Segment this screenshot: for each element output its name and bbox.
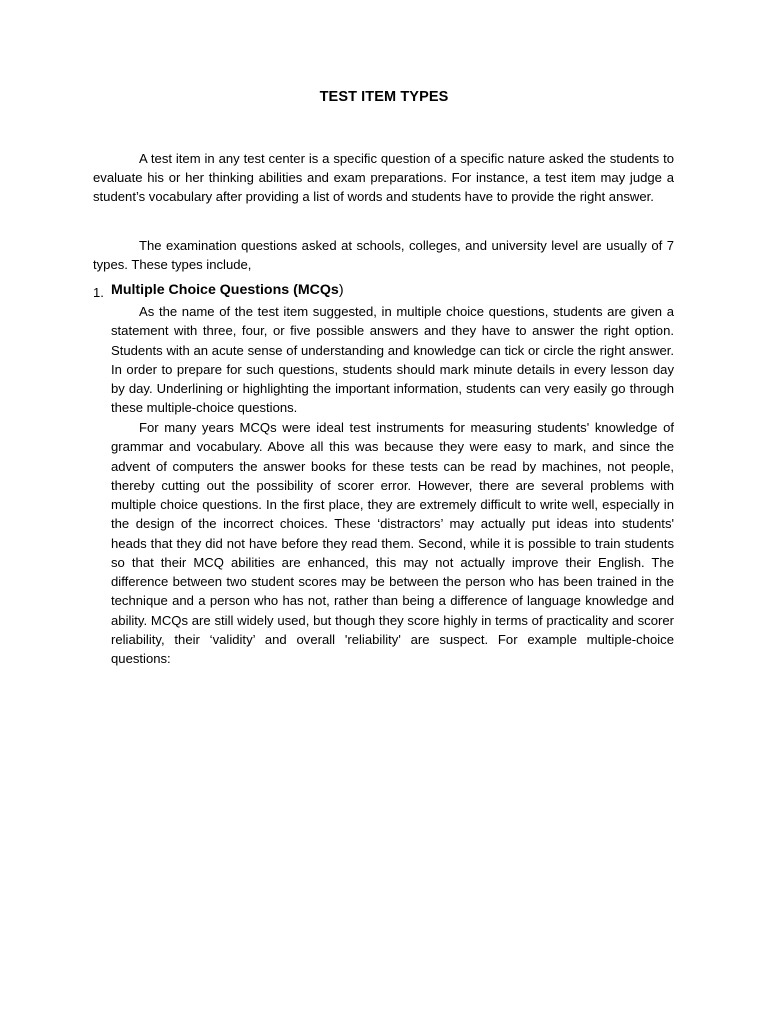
mcq-description-paragraph: As the name of the test item suggested, in multiple choice questions, students are given a statement with three, four, or five possible answers and they have to answer the right option. Students with an acute sense of understanding and knowledge can tick or circle the right answer. In order to prepare for such questions, students should mark minute details in every lesson day by day. Underlining or highlighting the important information, students can very easily go through these multiple-choice questions.: [111, 304, 674, 416]
document-title: TEST ITEM TYPES: [319, 89, 449, 105]
list-item-heading-suffix: ): [338, 282, 344, 298]
types-paragraph: The examination questions asked at schools, colleges, and university level are usually of 7 types. These types include,: [93, 238, 674, 273]
intro-paragraph: A test item in any test center is a specific question of a specific nature asked the students to evaluate his or her thinking abilities and exam preparations. For instance, a test item may judge a student’s vocabulary after providing a list of words and students have to provide the right answer.: [93, 151, 674, 205]
list-item-heading: [111, 282, 344, 298]
list-item-number: 1.: [93, 285, 104, 300]
mcq-discussion-paragraph: For many years MCQs were ideal test instruments for measuring students' knowledge of grammar and vocabulary. Above all this was because they were easy to mark, and since the advent of computers the answer books for these tests can be read by machines, not people, thereby cutting out the possibility of scorer error. However, there are several problems with multiple choice questions. In the first place, they are extremely difficult to write well, especially in the design of the incorrect choices. These ‘distractors’ may actually put ideas into students' heads that they did not have before they read them. Second, while it is possible to train students so that their MCQ abilities are enhanced, this may not actually improve their English. The difference between two student scores may be between the person who has been trained in the technique and a person who has not, rather than being a difference of language knowledge and ability. MCQs are still widely used, but though they score highly in terms of practicality and scorer reliability, their ‘validity’ and overall 'reliability' are suspect. For example multiple-choice questions:: [111, 420, 674, 666]
list-item-heading-text: Multiple Choice Questions (MCQs: [111, 282, 339, 298]
